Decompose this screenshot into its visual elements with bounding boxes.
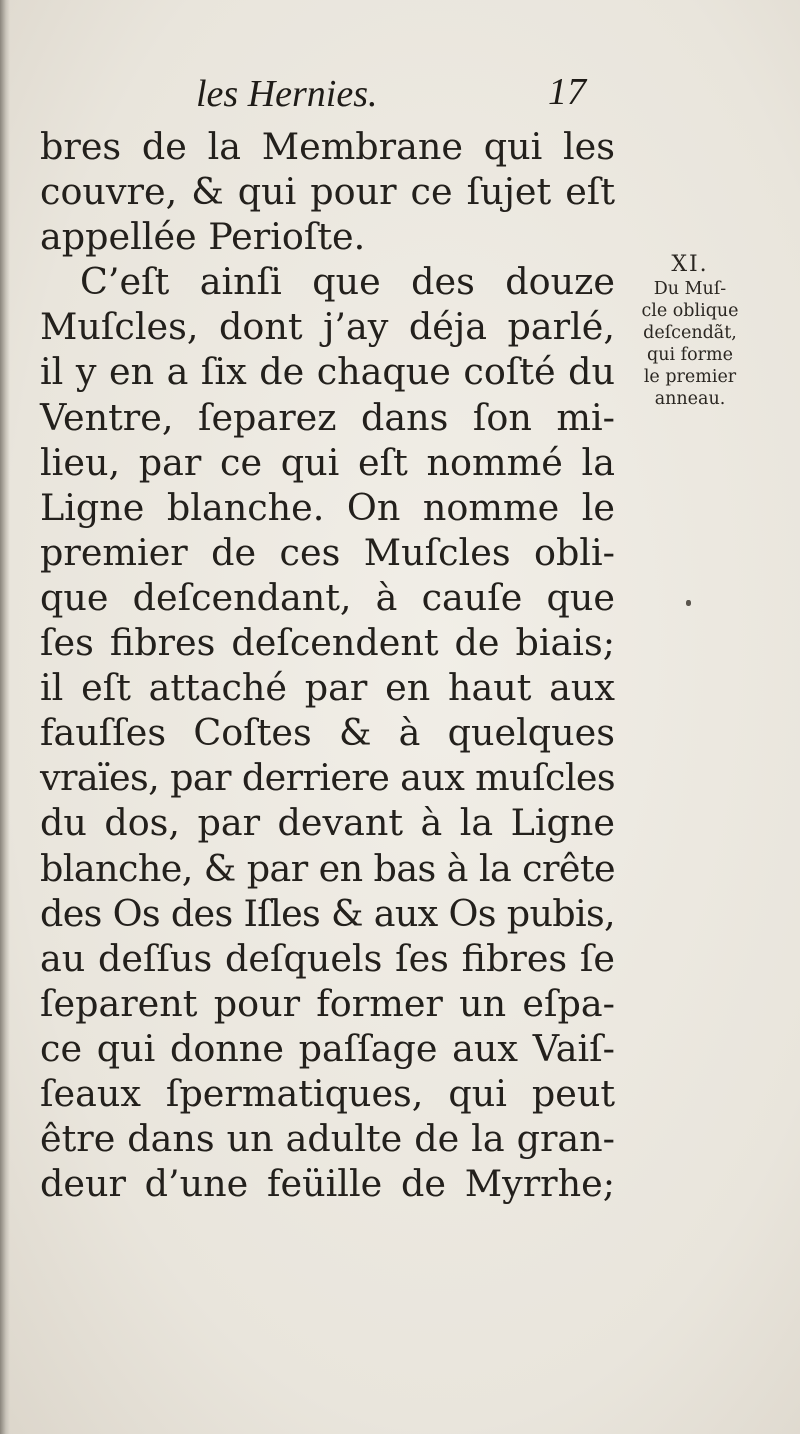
text-line: ce qui donne paſſage aux Vaiſ- (40, 1026, 615, 1070)
body-text (40, 124, 615, 1206)
text-line: du dos, par devant à la Ligne (40, 801, 615, 845)
running-title: les Hernies. (196, 73, 378, 115)
margin-note (620, 254, 760, 410)
text-line: être dans un adulte de la gran- (40, 1117, 615, 1161)
text-line: premier de ces Muſcles obli- (40, 530, 615, 574)
text-line: Ligne blanche. On nomme le (40, 485, 615, 529)
text-line: C’eſt ainſi que des douze (80, 260, 615, 304)
text-line: appellée Perioſte. (40, 215, 366, 259)
text-line: il eſt attaché par en haut aux (40, 666, 615, 710)
margin-note-line: cle oblique (641, 301, 739, 321)
page-gutter-shadow (0, 0, 10, 1434)
margin-note-line: le premier (643, 367, 737, 387)
page-number: 17 (548, 71, 586, 113)
text-line: bres de la Membrane qui les (40, 125, 615, 168)
text-line: lieu, par ce qui eſt nommé la (40, 440, 615, 484)
text-line: Muſcles, dont j’ay déja parlé, (40, 305, 615, 349)
text-line: fauſſes Coſtes & à quelques (40, 711, 615, 755)
margin-note-number: XI. (671, 252, 709, 277)
text-line: que deſcendant, à cauſe que (40, 575, 615, 619)
text-line: deur d’une feüille de Myrrhe; (40, 1162, 615, 1206)
text-line: blanche, & par en bas à la crête (40, 846, 615, 890)
text-line: vraïes, par derriere aux muſcles (40, 756, 615, 800)
text-line: couvre, & qui pour ce ſujet eſt (40, 170, 615, 214)
margin-note-line: Du Muſ- (653, 279, 727, 299)
margin-note-line: deſcendãt, (643, 323, 737, 343)
margin-note-line: anneau. (654, 389, 726, 409)
text-line: ſes fibres deſcendent de biais; (40, 621, 615, 665)
text-line: des Os des Iſles & aux Os pubis, (40, 891, 615, 935)
text-line: Ventre, ſeparez dans ſon mi- (40, 395, 615, 439)
text-line: ſeparent pour former un eſpa- (40, 981, 615, 1025)
ink-speck (686, 600, 691, 606)
margin-note-line: qui forme (647, 345, 733, 365)
text-line: il y en a ſix de chaque coſté du (40, 350, 615, 394)
text-line: ſeaux ſpermatiques, qui peut (40, 1071, 615, 1115)
text-line: au deſſus deſquels ſes fibres ſe (40, 936, 615, 980)
